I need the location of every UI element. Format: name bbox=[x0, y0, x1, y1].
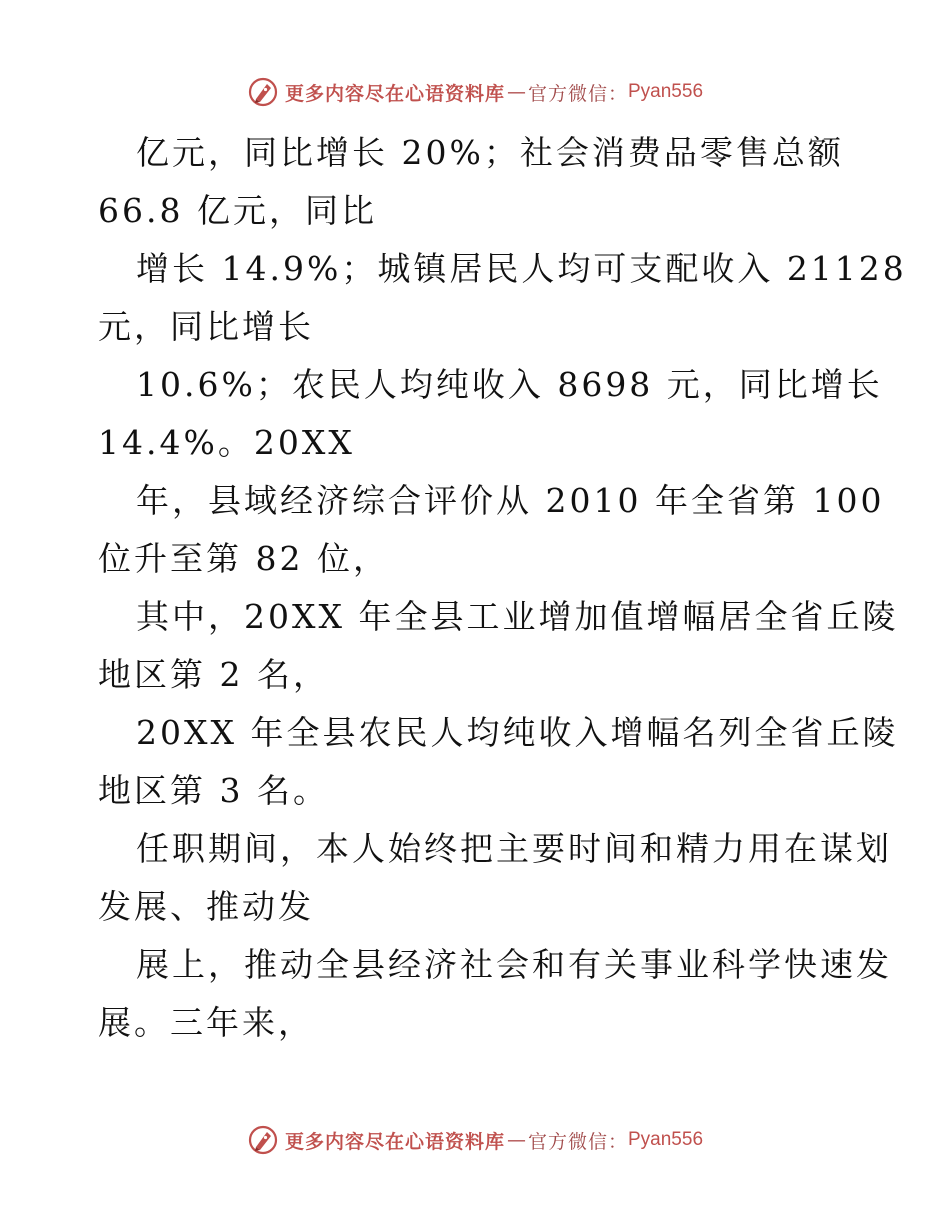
paragraph-line: 其中，20XX 年全县工业增加值增幅居全省丘陵 bbox=[136, 597, 899, 636]
paragraph-line: 元，同比增长 bbox=[98, 307, 314, 346]
paragraph-line: 展。三年来， bbox=[98, 1003, 314, 1042]
pen-nib-logo-icon bbox=[247, 1124, 279, 1156]
banner-official-label: 官方微信： bbox=[527, 82, 628, 105]
banner-dash: — bbox=[506, 1129, 526, 1151]
paragraph-line: 亿元，同比增长 20%；社会消费品零售总额 bbox=[136, 133, 844, 172]
paragraph-line: 展上，推动全县经济社会和有关事业科学快速发 bbox=[136, 945, 892, 984]
document-body bbox=[98, 124, 907, 1052]
banner-wechat-id: Pyan556 bbox=[628, 81, 704, 102]
banner-brand-text: 更多内容尽在心语资料库 bbox=[284, 82, 505, 105]
paragraph-line: 增长 14.9%；城镇居民人均可支配收入 21128 bbox=[136, 249, 907, 288]
paragraph-line: 发展、推动发 bbox=[98, 887, 314, 926]
paragraph-line: 10.6%；农民人均纯收入 8698 元，同比增长 bbox=[136, 365, 883, 404]
paragraph-line: 地区第 2 名， bbox=[98, 655, 329, 694]
banner-wechat-id: Pyan556 bbox=[628, 1129, 704, 1150]
footer-banner bbox=[0, 1120, 950, 1160]
banner-brand-text: 更多内容尽在心语资料库 bbox=[284, 1130, 505, 1153]
paragraph-line: 任职期间，本人始终把主要时间和精力用在谋划 bbox=[136, 829, 892, 868]
banner-dash: — bbox=[506, 81, 526, 103]
paragraph-line: 66.8 亿元，同比 bbox=[98, 191, 377, 230]
header-banner bbox=[0, 72, 950, 112]
paragraph-line: 14.4%。20XX bbox=[98, 423, 355, 462]
paragraph-line: 地区第 3 名。 bbox=[98, 771, 329, 810]
banner-official-label: 官方微信： bbox=[527, 1130, 628, 1153]
paragraph-line: 年，县域经济综合评价从 2010 年全省第 100 bbox=[136, 481, 885, 520]
pen-nib-logo-icon bbox=[247, 76, 279, 108]
paragraph-line: 位升至第 82 位， bbox=[98, 539, 389, 578]
paragraph-line: 20XX 年全县农民人均纯收入增幅名列全省丘陵 bbox=[136, 713, 899, 752]
